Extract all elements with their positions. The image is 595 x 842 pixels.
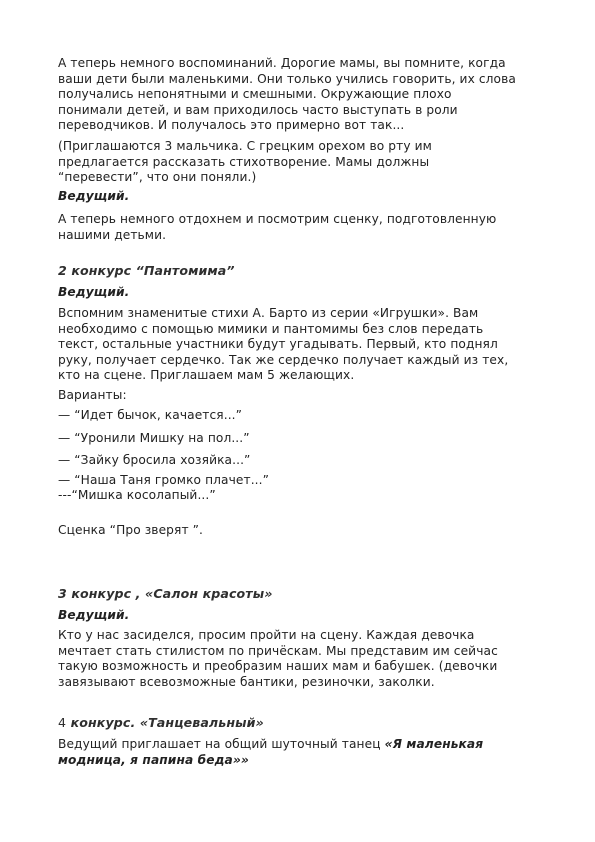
intro-note bbox=[58, 139, 538, 186]
intro-paragraph bbox=[58, 56, 538, 134]
contest-4-number: 4 bbox=[58, 715, 67, 730]
contest-3-title: 3 конкурс , «Салон красоты» bbox=[58, 586, 273, 601]
text-line: получались непонятными и смешными. Окружающие плохо bbox=[58, 87, 452, 101]
contest-4-song: «Я маленькая bbox=[384, 737, 484, 751]
text-line: завязывают всевозможные бантики, резиночки, заколки. bbox=[58, 674, 435, 689]
contest-4-title bbox=[58, 715, 538, 731]
text-line: ваши дети были маленькими. Они только учились говорить, их слова bbox=[58, 71, 516, 86]
contest-4-name: конкурс. «Танцевальный» bbox=[66, 715, 264, 730]
variant-item: — “Идет бычок, качается...” bbox=[58, 408, 243, 422]
variant-item: ---“Мишка косолапый...” bbox=[58, 488, 216, 502]
text-line: (Приглашаются 3 мальчика. С грецким орехом во рту им bbox=[58, 139, 432, 153]
text-line bbox=[58, 737, 538, 753]
variant-item: — “Уронили Мишку на пол...” bbox=[58, 431, 250, 445]
contest-4-song-cont: модница, я папина беда»» bbox=[58, 752, 249, 767]
text-line: кто на сцене. Приглашаем мам 5 желающих. bbox=[58, 368, 355, 382]
contest-4-text bbox=[58, 737, 538, 768]
leader-label: Ведущий. bbox=[58, 189, 130, 203]
variants-label: Варианты: bbox=[58, 388, 127, 402]
text-line: необходимо с помощью мимики и пантомимы без слов передать bbox=[58, 321, 484, 336]
text-line: Вспомним знаменитые стихи А. Барто из серии «Игрушки». Вам bbox=[58, 306, 479, 320]
text-line: мечтает стать стилистом по причёскам. Мы представим им сейчас bbox=[58, 643, 498, 658]
text-line: нашими детьми. bbox=[58, 227, 167, 242]
contest-3-text bbox=[58, 628, 538, 690]
text-line: понимали детей, и вам приходилось часто выступать в роли bbox=[58, 102, 458, 117]
contest-2-leader: Ведущий. bbox=[58, 285, 130, 299]
text-line: текст, остальные участники будут угадывать. Первый, кто поднял bbox=[58, 337, 498, 351]
contest-2-title: 2 конкурс “Пантомима” bbox=[58, 263, 235, 278]
text-line: А теперь немного отдохнем и посмотрим сценку, подготовленную bbox=[58, 212, 497, 226]
scene-line: Сценка “Про зверят ”. bbox=[58, 523, 204, 537]
variant-item: — “Наша Таня громко плачет...” bbox=[58, 473, 270, 487]
contest-2-text bbox=[58, 306, 538, 384]
text-line: переводчиков. И получалось это примерно вот так... bbox=[58, 118, 405, 132]
contest-3-leader: Ведущий. bbox=[58, 608, 130, 622]
rest-paragraph bbox=[58, 212, 538, 243]
variant-item: — “Зайку бросила хозяйка...” bbox=[58, 453, 251, 467]
text-line: такую возможность и преобразим наших мам и бабушек. (девочки bbox=[58, 659, 498, 673]
contest-4-plain: Ведущий приглашает на общий шуточный танец bbox=[58, 737, 385, 751]
text-line: “перевести”, что они поняли.) bbox=[58, 170, 257, 184]
text-line: Кто у нас засиделся, просим пройти на сцену. Каждая девочка bbox=[58, 628, 475, 642]
text-line: руку, получает сердечко. Так же сердечко получает каждый из тех, bbox=[58, 352, 509, 367]
text-line: предлагается рассказать стихотворение. Мамы должны bbox=[58, 154, 430, 169]
text-line: А теперь немного воспоминаний. Дорогие мамы, вы помните, когда bbox=[58, 56, 506, 70]
